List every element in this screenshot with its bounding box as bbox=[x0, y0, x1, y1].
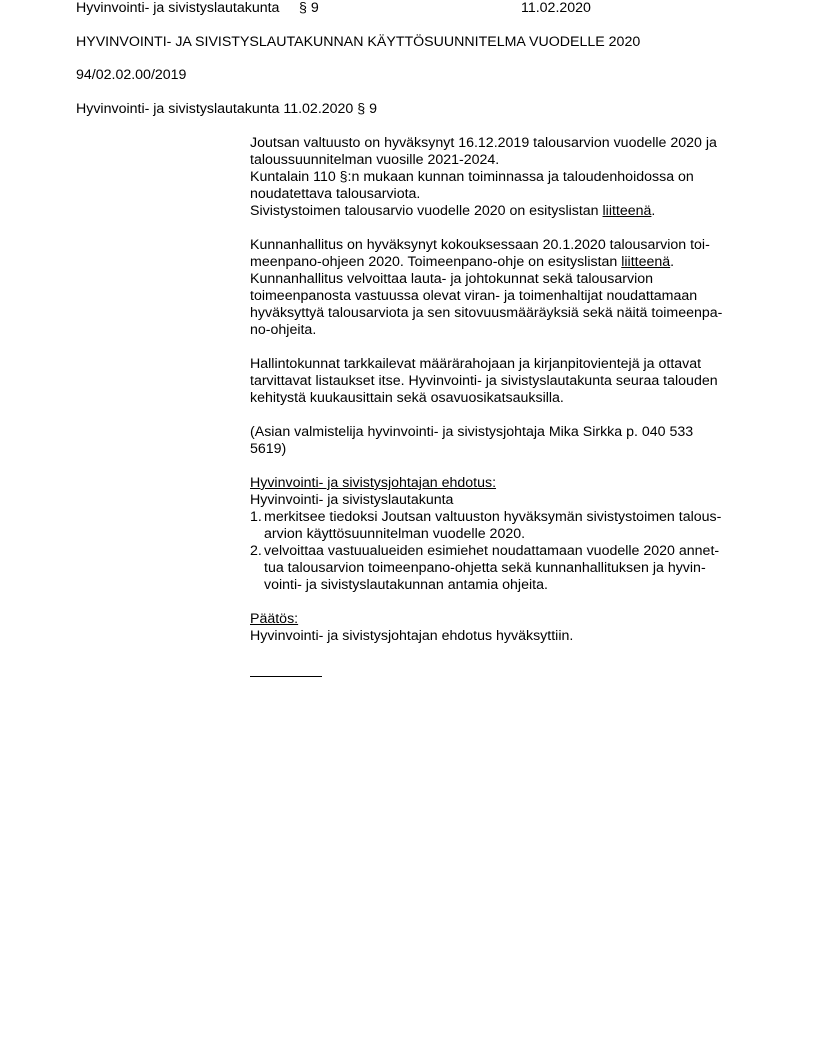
text-fragment: Sivistystoimen talousarvio vuodelle 2020 on esityslistan bbox=[250, 203, 603, 219]
proposal-subject: Hyvinvointi- ja sivistyslautakunta bbox=[250, 492, 454, 508]
list-item bbox=[250, 543, 750, 594]
paragraph-implementation bbox=[250, 237, 750, 339]
header-section: § 9 bbox=[299, 0, 319, 16]
proposal-list bbox=[250, 509, 750, 594]
text-fragment: meenpano-ohjeen 2020. Toimeenpano-ohje on esityslistan bbox=[250, 254, 622, 270]
paragraph-monitoring bbox=[250, 356, 750, 407]
text-line: (Asian valmistelija hyvinvointi- ja sivistysjohtaja Mika Sirkka p. 040 533 bbox=[250, 424, 694, 440]
text-line: tarvittavat listaukset itse. Hyvinvointi- ja sivistyslautakunta seuraa talouden bbox=[250, 373, 718, 389]
proposal-section bbox=[250, 475, 750, 594]
header-organ: Hyvinvointi- ja sivistyslautakunta bbox=[76, 0, 280, 16]
attachment-link[interactable]: liitteenä bbox=[621, 254, 671, 270]
text-line: kehitystä kuukausittain sekä osavuosikatsauksilla. bbox=[250, 390, 564, 406]
item-number: 1. bbox=[250, 509, 262, 525]
document-body bbox=[250, 135, 750, 677]
text-fragment: . bbox=[670, 254, 675, 270]
text-line: no-ohjeita. bbox=[250, 322, 317, 338]
text-line: noudatettava talousarviota. bbox=[250, 186, 421, 202]
item-text: merkitsee tiedoksi Joutsan valtuuston hyväksymän sivistystoimen talous- bbox=[264, 509, 722, 525]
text-line: tua talousarvion toimeenpano-ohjetta sekä kunnanhallituksen ja hyvin- bbox=[264, 560, 706, 576]
text-line: vointi- ja sivistyslautakunnan antamia ohjeita. bbox=[264, 577, 548, 593]
text-line: taloussuunnitelman vuosille 2021-2024. bbox=[250, 152, 500, 168]
text-line: toimeenpanosta vastuussa olevat viran- ja toimenhaltijat noudattamaan bbox=[250, 288, 698, 304]
list-item bbox=[250, 509, 750, 543]
text-line bbox=[250, 203, 750, 220]
paragraph-budget bbox=[250, 135, 750, 220]
text-line: Kunnanhallitus velvoittaa lauta- ja johtokunnat sekä talousarvion bbox=[250, 271, 654, 287]
text-fragment: . bbox=[651, 203, 656, 219]
text-line: Hallintokunnat tarkkailevat määrärahojaan ja kirjanpitovientejä ja ottavat bbox=[250, 356, 702, 372]
decision-text: Hyvinvointi- ja sivistysjohtajan ehdotus hyväksyttiin. bbox=[250, 628, 574, 644]
meeting-reference: Hyvinvointi- ja sivistyslautakunta 11.02.2020 § 9 bbox=[76, 101, 377, 117]
text-line: Joutsan valtuusto on hyväksynyt 16.12.2019 talousarvion vuodelle 2020 ja bbox=[250, 135, 717, 151]
text-line: Kunnanhallitus on hyväksynyt kokouksessaan 20.1.2020 talousarvion toi- bbox=[250, 237, 710, 253]
text-line: arvion käyttösuunnitelman vuodelle 2020. bbox=[264, 526, 526, 542]
text-line: Kuntalain 110 §:n mukaan kunnan toiminnassa ja taloudenhoidossa on bbox=[250, 169, 694, 185]
text-line bbox=[250, 254, 750, 271]
document-title: HYVINVOINTI- JA SIVISTYSLAUTAKUNNAN KÄYTTÖSUUNNITELMA VUODELLE 2020 bbox=[76, 34, 641, 50]
text-line bbox=[250, 543, 750, 560]
paragraph-preparer bbox=[250, 424, 750, 458]
attachment-link[interactable]: liitteenä bbox=[602, 203, 652, 219]
signature-line bbox=[250, 666, 322, 677]
text-line: 5619) bbox=[250, 441, 287, 457]
proposal-heading: Hyvinvointi- ja sivistysjohtajan ehdotus: bbox=[250, 475, 497, 491]
decision-section bbox=[250, 611, 750, 645]
decision-heading: Päätös: bbox=[250, 611, 299, 627]
header-date: 11.02.2020 bbox=[521, 0, 591, 16]
text-line: hyväksyttyä talousarviota ja sen sitovuusmääräyksiä sekä näitä toimeenpa- bbox=[250, 305, 723, 321]
item-text: velvoittaa vastuualueiden esimiehet noudattamaan vuodelle 2020 annet- bbox=[264, 543, 720, 559]
item-number: 2. bbox=[250, 543, 262, 559]
text-line bbox=[250, 509, 750, 526]
diary-number: 94/02.02.00/2019 bbox=[76, 67, 187, 83]
